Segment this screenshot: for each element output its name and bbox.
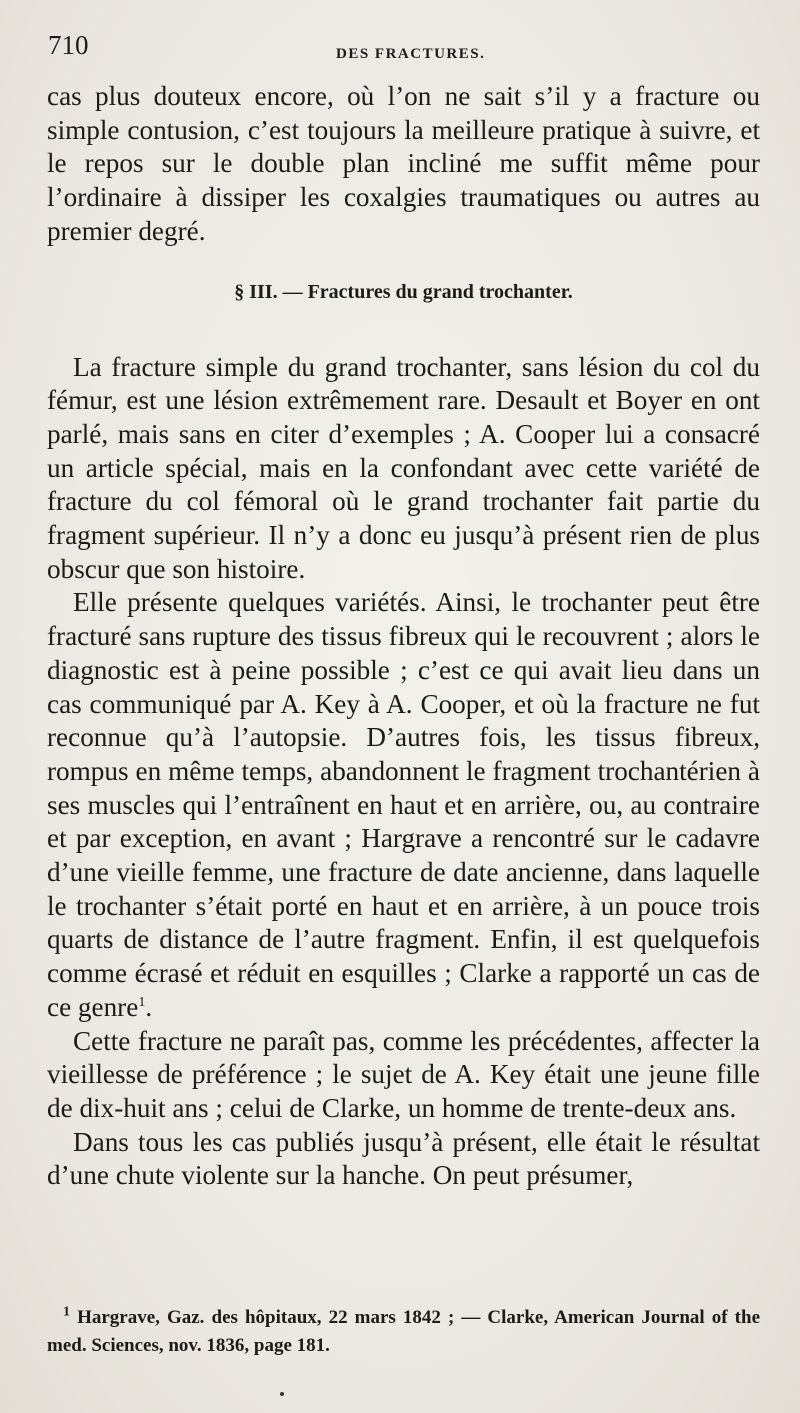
paragraph: La fracture simple du grand trochanter, sans lésion du col du fémur, est une lésion extrêmement rare. Desault et Boyer en ont parlé, mais sans en citer d’exemples ; A. Cooper lui a consacré un article spécial, mais en la confondant avec cette variété de fracture du col fémoral où le grand trochanter fait partie du fragment supérieur. Il n’y a donc eu jusqu’à présent rien de plus obscur que son histoire. <box>47 351 760 584</box>
paragraph-continuation: cas plus douteux encore, où l’on ne sait s’il y a fracture ou simple contusion, c’est toujours la meilleure pratique à suivre, et le repos sur le double plan incliné me suffit même pour l’ordinaire à dissiper les coxalgies traumatiques ou autres au premier degré. <box>47 81 760 246</box>
running-head: DES FRACTURES. <box>336 46 486 62</box>
page-header <box>48 30 760 70</box>
footnote-text: Hargrave, Gaz. des hôpitaux, 22 mars 1842 ; — Clarke, American Journal of the med. Sciences, nov. 1836, page 181. <box>47 1307 760 1356</box>
paragraph: Dans tous les cas publiés jusqu’à présent, elle était le résultat d’une chute violente sur la hanche. On peut présumer, <box>47 1126 760 1191</box>
section-title: § III. — Fractures du grand trochanter. <box>234 280 573 303</box>
paragraph-with-footnote: Elle présente quelques variétés. Ainsi, le trochanter peut être fracturé sans rupture des tissus fibreux qui le recouvrent ; alors le diagnostic est à peine possible ; c’est ce qui avait lieu dans un cas communiqué par A. Key à A. Cooper, et où la fracture ne fut reconnue qu’à l’autopsie. D’autres fois, les tissus fibreux, rompus en même temps, abandonnent le fragment trochantérien à ses muscles qui l’entraînent en haut et en arrière, ou, au contraire et par exception, en avant ; Hargrave a rencontré sur le cadavre d’une vieille femme, une fracture de date ancienne, dans laquelle le trochanter s’était porté en haut et en arrière, à un pouce trois quarts de distance de l’autre fragment. Enfin, il est quelquefois comme écrasé et réduit en esquilles ; Clarke a rapporté un cas de ce genre$^1$. <box>47 587 760 1022</box>
footnote-number: 1 <box>63 1304 70 1320</box>
paragraph-text: Elle présente quelques variétés. Ainsi, le trochanter peut être fracturé sans rupture des tissus fibreux qui le recouvrent ; alors le diagnostic est à peine possible ; c’est ce qui avait lieu dans un cas communiqué par A. Key à A. Cooper, et où la fracture ne fut reconnue qu’à l’autopsie. D’autres fois, les tissus fibreux, rompus en même temps, abandonnent le fragment trochantérien à ses muscles qui l’entraînent en haut et en arrière, ou, au contraire et par exception, en avant ; Hargrave a rencontré sur le cadavre d’une vieille femme, une fracture de date ancienne, dans laquelle le trochanter s’était porté en haut et en arrière, à un pouce trois quarts de distance de l’autre fragment. Enfin, il est quelquefois comme écrasé et réduit en esquilles ; Clarke a rapporté un cas de ce genre <box>47 587 760 1022</box>
page-number: 710 <box>48 30 89 60</box>
paragraph: Cette fracture ne paraît pas, comme les précédentes, affecter la vieillesse de préférence ; le sujet de A. Key était une jeune fille de dix-huit ans ; celui de Clarke, un homme de trente-deux ans. <box>47 1025 760 1123</box>
footnotes <box>47 1304 760 1360</box>
footnote <box>47 1304 760 1360</box>
body-text <box>47 80 760 1193</box>
printer-mark <box>280 1392 284 1396</box>
footnote-reference: 1 <box>138 994 146 1010</box>
